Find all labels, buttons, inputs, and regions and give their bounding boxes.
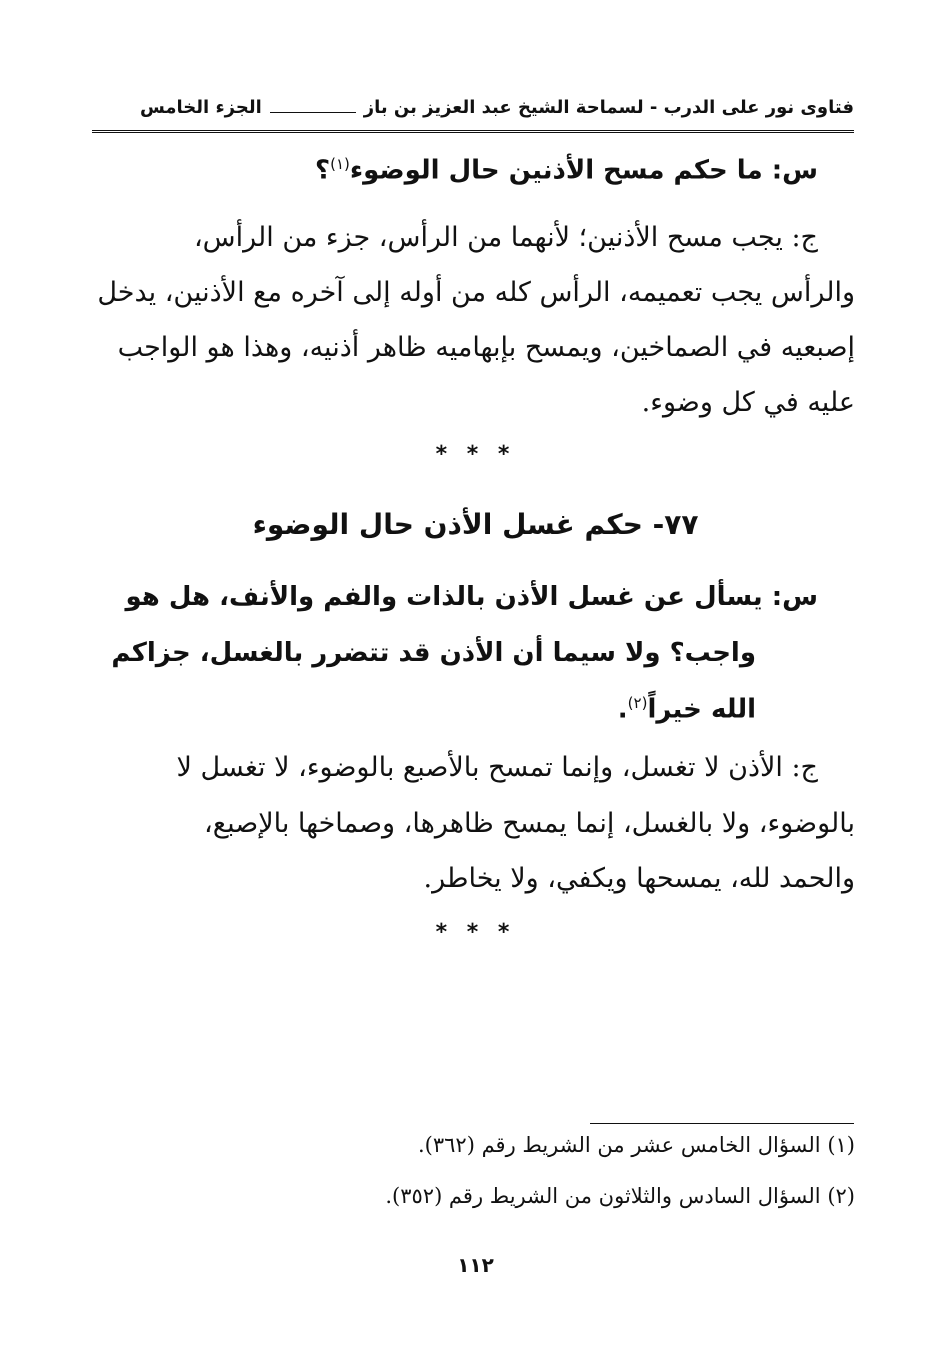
footnote-ref-1: (١) [330, 155, 350, 173]
footnote-2: (٢) السؤال السادس والثلاثون من الشريط رقم (٣٥٢). [385, 1184, 855, 1208]
answer-2-line: والحمد لله، يمسحها ويكفي، ولا يخاطر. [423, 863, 855, 894]
question-2-line [618, 694, 756, 725]
footnote-rule [590, 1123, 854, 1124]
answer-2-line: ج: الأذن لا تغسل، وإنما تمسح بالأصبع بالوضوء، لا تغسل لا [176, 752, 818, 783]
header-volume: الجزء الخامس [139, 96, 262, 118]
answer-1-line: إصبعيه في الصماخين، ويمسح بإبهاميه ظاهر أذنيه، وهذا هو الواجب [117, 332, 855, 363]
header-book-title: فتاوى نور على الدرب - لسماحة الشيخ عبد العزيز بن باز [363, 96, 854, 118]
answer-1-line: والرأس يجب تعميمه، الرأس كله من أوله إلى آخره مع الأذنين، يدخل [97, 277, 855, 308]
footnote-1: (١) السؤال الخامس عشر من الشريط رقم (٣٦٢). [417, 1133, 855, 1157]
question-2-line: واجب؟ ولا سيما أن الأذن قد تتضرر بالغسل، جزاكم [111, 638, 756, 668]
footnote-ref-2: (٢) [627, 694, 648, 712]
question-2-end: . [617, 694, 628, 725]
section-title: ٧٧- حكم غسل الأذن حال الوضوء [252, 508, 699, 541]
question-2-line: س: يسأل عن غسل الأذن بالذات والفم والأنف، هل هو [125, 582, 818, 612]
separator-stars: * * * [435, 920, 516, 945]
answer-2-line: بالوضوء، ولا بالغسل، إنما يمسح ظاهرها، وصماخها بالإصبع، [204, 808, 855, 839]
answer-1-line: عليه في كل وضوء. [641, 387, 855, 418]
separator-stars: * * * [435, 442, 516, 467]
question-1-text: س: ما حكم مسح الأذنين حال الوضوء [349, 155, 818, 186]
running-header [92, 92, 854, 133]
question-2-text: الله خيراً [647, 694, 756, 725]
question-1-end: ؟ [314, 155, 331, 186]
header-rule [270, 102, 356, 113]
answer-1-line: ج: يجب مسح الأذنين؛ لأنهما من الرأس، جزء من الرأس، [193, 222, 818, 253]
page-number: ١١٢ [457, 1253, 494, 1277]
question-1 [315, 155, 818, 186]
